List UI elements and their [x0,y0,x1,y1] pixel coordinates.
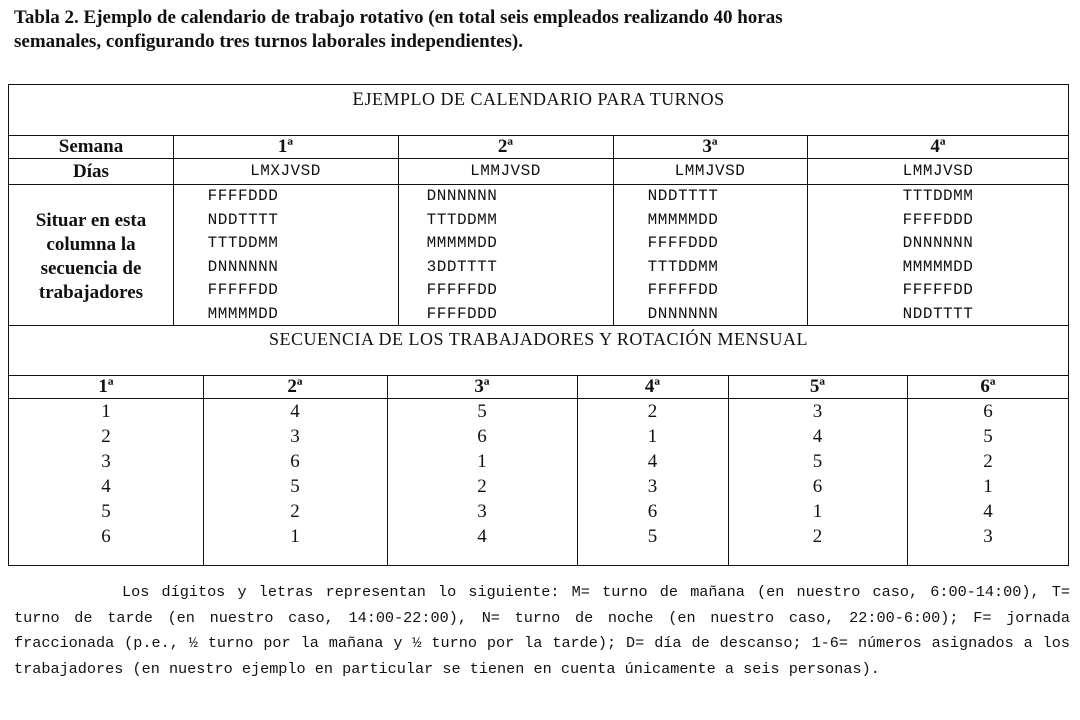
rotation-cell: 1 [647,426,658,447]
sequence-row: TTTDDMM [426,210,498,229]
rotation-cell: 5 [290,476,300,497]
calendar-title [9,89,1068,111]
rotation-cell: 2 [290,501,300,522]
sequence-row: MMMMMDD [207,304,279,323]
table-caption [14,6,1070,54]
rotation-cell: 3 [101,451,111,472]
rotation-cell: 6 [477,426,487,447]
sequence-row: NDDTTTT [647,187,719,205]
days-week-1: LMXJVSD [250,162,321,180]
rotation-cell: 1 [477,451,487,472]
rotation-cell: 4 [647,451,658,472]
rotation-cell: 1 [983,476,993,497]
rotation-cell: 5 [477,401,487,422]
caption-line-1: Tabla 2. Ejemplo de calendario de trabajo rotativo (en total seis empleados realizando 40 horas [14,7,783,28]
shift-calendar-table [8,84,1069,566]
instruction-line: trabajadores [38,282,144,303]
rotation-header-4: 4ª [644,376,661,397]
rotation-cell: 2 [647,401,658,422]
sequence-row: FFFFDDD [647,234,719,252]
rotation-header-2: 2ª [287,376,303,397]
week-3-header: 3ª [702,136,718,157]
week-header: Semana [58,136,124,157]
sequence-row: DNNNNNN [207,257,279,276]
rotation-cell: 5 [647,526,658,547]
sequence-row: TTTDDMM [207,234,279,252]
days-label: Días [73,161,109,182]
rotation-cell: 3 [477,501,487,522]
rotation-cell: 2 [477,476,487,497]
rotation-cell: 1 [812,501,823,522]
sequence-row: NDDTTTT [902,304,974,323]
calendar-title-text: EJEMPLO DE CALENDARIO PARA TURNOS [352,89,725,110]
sequence-row: FFFFFDD [647,281,719,299]
sequence-row: DNNNNNN [902,234,974,252]
legend-paragraph [14,580,1070,682]
rotation-cell: 4 [812,426,823,447]
sequence-row: MMMMMDD [426,234,498,252]
rotation-cell: 2 [983,451,993,472]
rotation-cell: 1 [290,526,300,547]
days-week-4: LMMJVSD [902,162,974,180]
sequence-row: FFFFDDD [426,304,498,323]
rotation-column-1 [9,399,203,549]
rotation-cell: 6 [983,401,993,422]
rotation-header-1: 1ª [98,376,114,397]
rotation-header-5: 5ª [809,376,826,397]
sequence-row: TTTDDMM [647,257,719,276]
sequence-instruction [9,209,173,305]
instruction-line: columna la [46,234,136,255]
sequence-row: FFFFDDD [902,210,974,229]
legend-text: Los dígitos y letras representan lo siguiente: M= turno de mañana (en nuestro caso, 6:00-14:00), T= turno de tarde (en nuestro caso, 14:00-22:00), N= turno de noche (en nuestro caso, 22:00-6:00); F= jornada fraccionada (p.e., ½ turno por la mañana y ½ turno por la tarde); D= día de descanso; 1-6= números asignados a los trabajadores (en nuestro ejemplo en particular se tienen en cuenta únicamente a seis personas). [14,583,1070,678]
sequence-row: NDDTTTT [207,210,279,229]
rotation-cell: 6 [290,451,300,472]
rotation-header-6: 6ª [980,376,996,397]
sequence-row: FFFFFDD [902,281,974,299]
sequence-week-1 [173,185,313,326]
sequence-row: MMMMMDD [647,210,719,229]
rotation-cell: 1 [101,401,111,422]
rotation-cell: 4 [290,401,300,422]
rotation-cell: 5 [812,451,823,472]
instruction-line: secuencia de [40,258,142,279]
week-2-header: 2ª [497,136,514,157]
rotation-cell: 3 [290,426,300,447]
sequence-row: FFFFFDD [207,281,279,299]
rotation-column-4 [577,399,728,549]
rotation-cell: 5 [983,426,993,447]
rotation-cell: 3 [812,401,823,422]
rotation-cell: 6 [812,476,823,497]
rotation-cell: 6 [101,526,111,547]
sequence-week-2 [398,185,526,326]
sequence-week-3 [613,185,753,326]
sequence-week-4 [807,185,1069,326]
rotation-cell: 3 [983,526,993,547]
sequence-row: FFFFDDD [207,187,279,205]
rotation-column-5 [728,399,907,549]
days-week-2: LMMJVSD [470,162,541,180]
rotation-title: SECUENCIA DE LOS TRABAJADORES Y ROTACIÓN MENSUAL [269,329,808,349]
rotation-cell: 3 [647,476,658,497]
days-week-3: LMMJVSD [674,162,746,180]
rotation-cell: 2 [101,426,111,447]
rotation-cell: 5 [101,501,111,522]
sequence-row: 3DDTTTT [426,257,498,276]
instruction-line: Situar en esta [35,210,147,231]
rotation-cell: 4 [477,526,487,547]
week-4-header: 4ª [930,136,946,157]
sequence-row: FFFFFDD [426,281,498,299]
rotation-column-6 [907,399,1069,549]
rotation-cell: 2 [812,526,823,547]
sequence-row: TTTDDMM [902,187,974,205]
rotation-cell: 6 [647,501,658,522]
caption-line-2: semanales, configurando tres turnos laborales independientes). [14,31,523,52]
rotation-cell: 4 [983,501,993,522]
rotation-cell: 4 [101,476,111,497]
sequence-row: DNNNNNN [647,304,719,323]
sequence-row: DNNNNNN [426,187,498,205]
sequence-row: MMMMMDD [902,257,974,276]
rotation-column-2 [203,399,387,549]
week-1-header: 1ª [277,136,294,157]
rotation-header-3: 3ª [474,376,490,397]
rotation-column-3 [387,399,577,549]
